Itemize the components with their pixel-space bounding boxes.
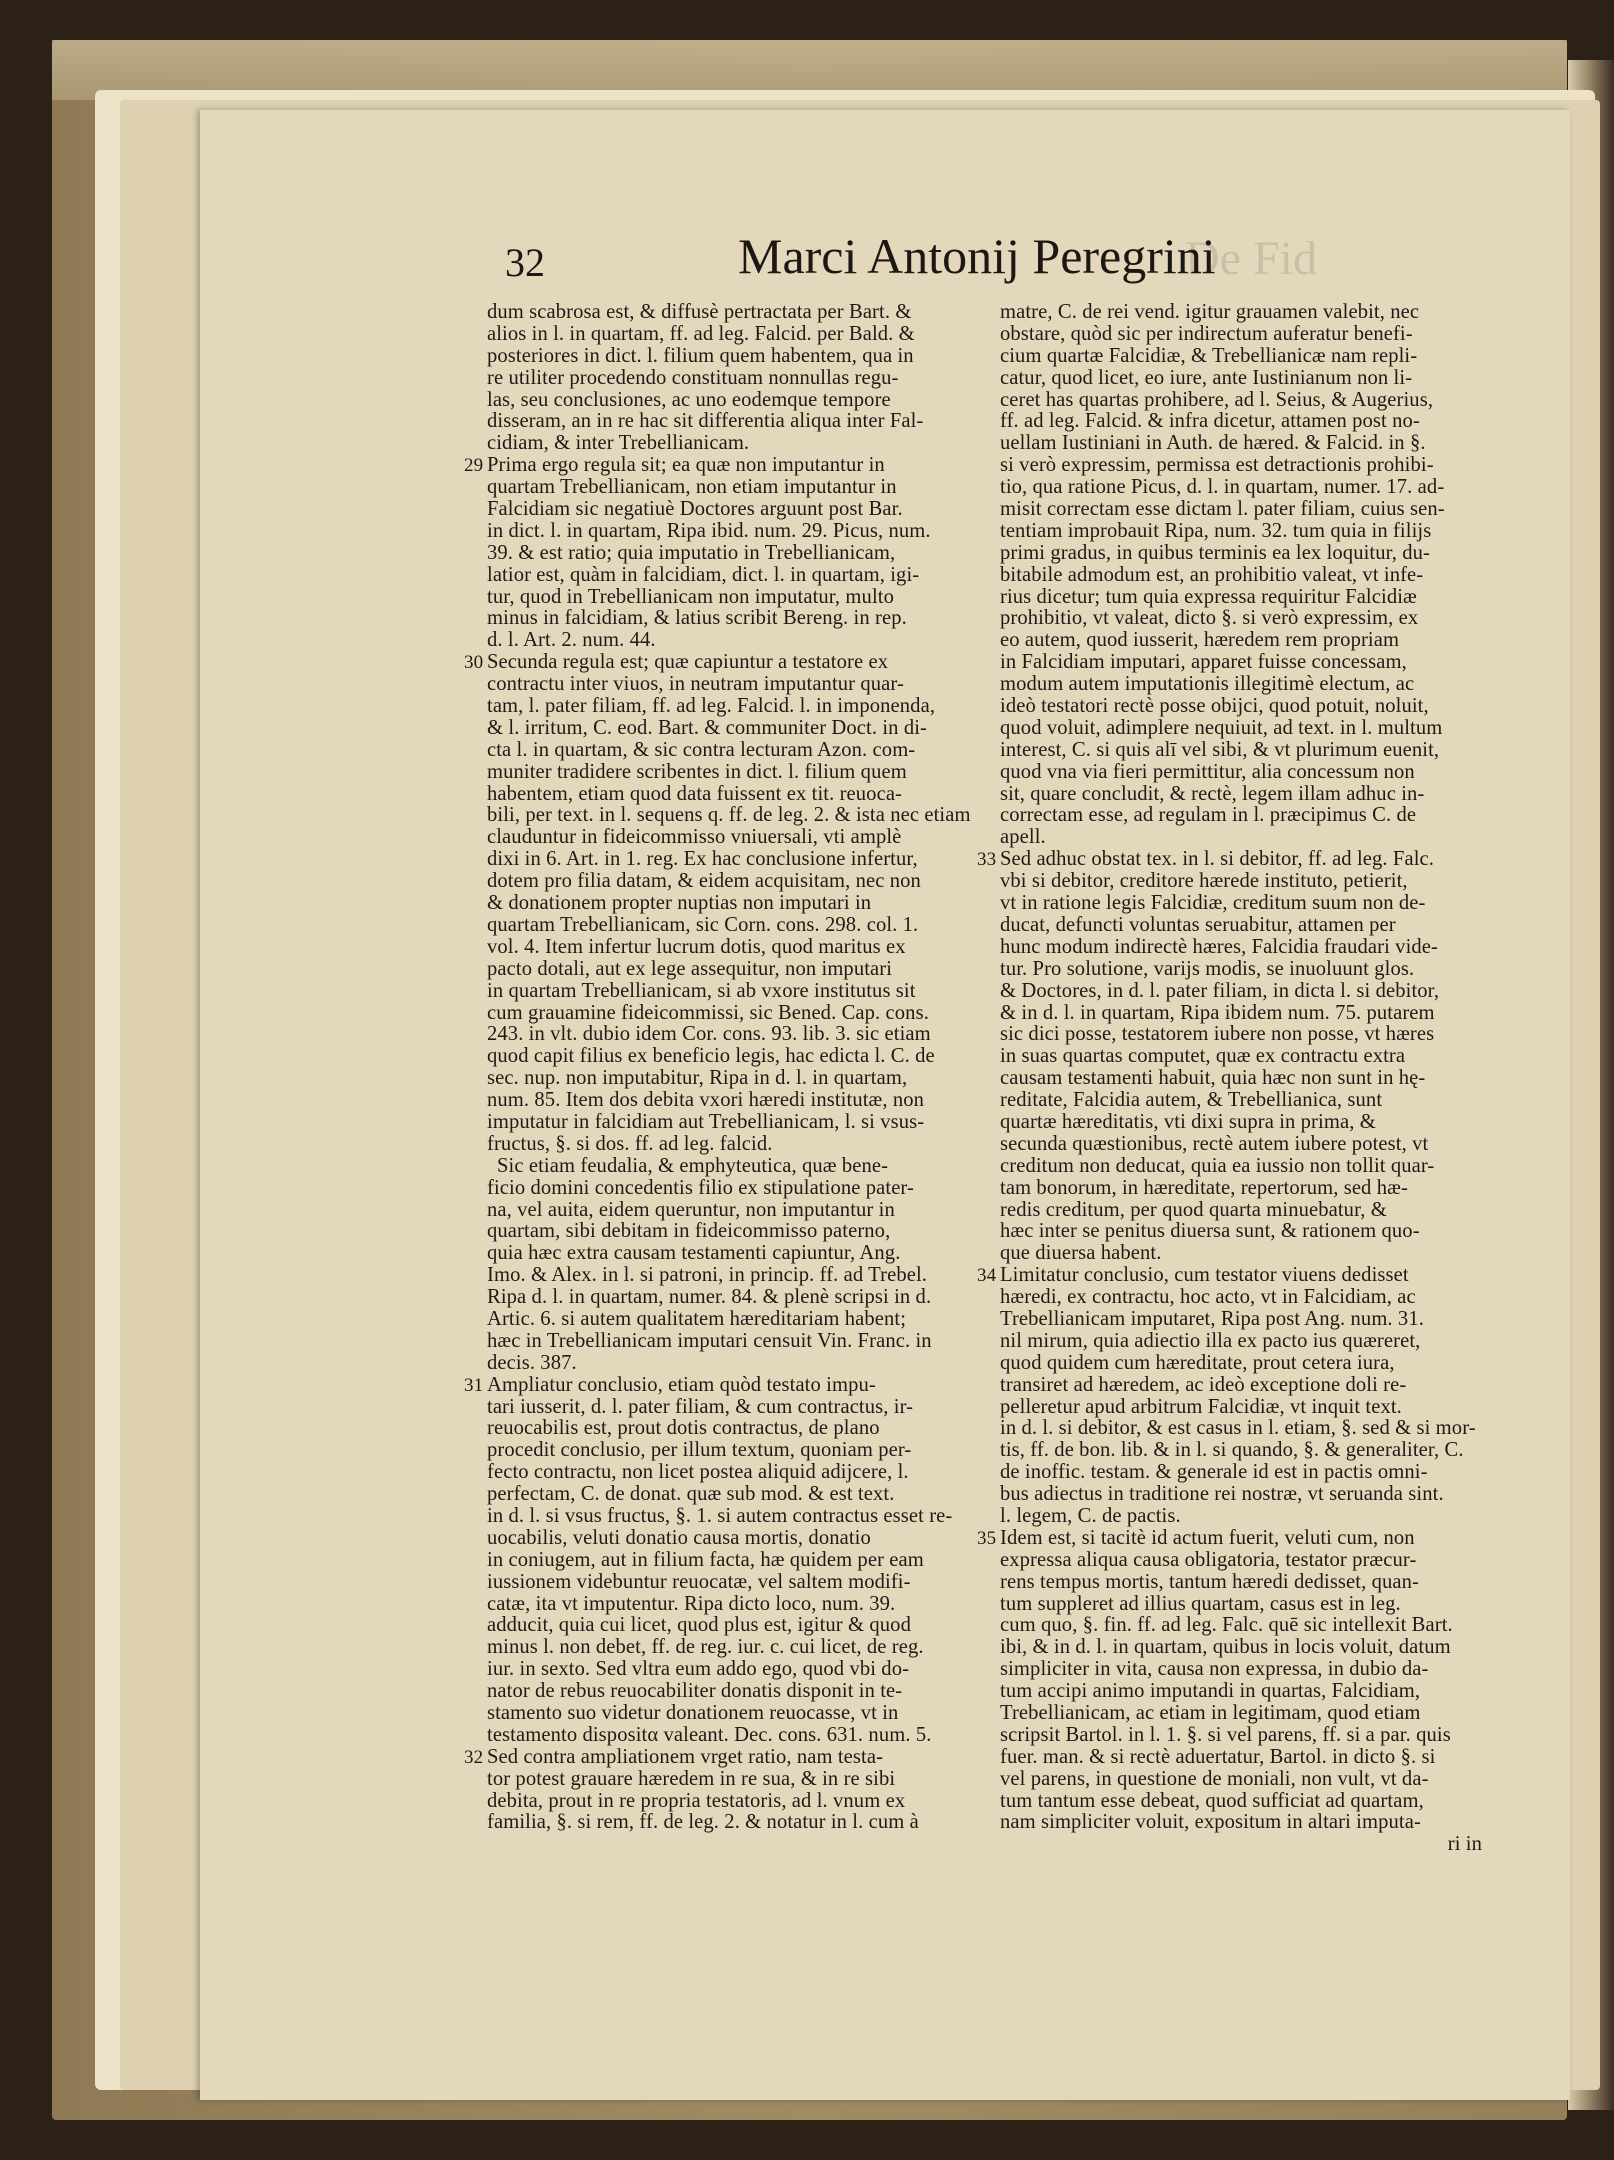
text-line-content: in d. l. si vsus fructus, §. 1. si autem contractus esset re-	[487, 1504, 953, 1527]
text-line-content: hæredi, ex contractu, hoc acto, vt in Falcidiam, ac	[1000, 1286, 1416, 1309]
text-line-content: correctam esse, ad regulam in l. præcipimus C. de	[1000, 804, 1417, 827]
text-line-content: minus in falcidiam, & latius scribit Bereng. in rep.	[487, 607, 907, 630]
text-line-content: quia hæc extra causam testamenti capiuntur, Ang.	[487, 1242, 901, 1265]
text-line-content: cum grauamine fideicommissi, sic Bened. Cap. cons.	[487, 1001, 929, 1024]
text-line-content: & donationem propter nuptias non imputari in	[487, 892, 872, 915]
text-line	[487, 981, 973, 1003]
text-line	[487, 784, 973, 806]
text-line	[487, 740, 973, 762]
text-line-content: alios in l. in quartam, ff. ad leg. Falcid. per Bald. &	[487, 322, 915, 345]
text-line	[487, 871, 973, 893]
text-line-content: nator de rebus reuocabiliter donatis disponit in te-	[487, 1680, 903, 1703]
text-line-content: cum quo, §. fin. ff. ad leg. Falc. quē sic intellexit Bart.	[1000, 1614, 1453, 1637]
text-line	[487, 937, 973, 959]
text-line	[1000, 543, 1486, 565]
text-line	[1000, 1112, 1486, 1134]
text-line-content: hæc in Trebellianicam imputari censuit Vin. Franc. in	[487, 1329, 932, 1352]
text-line	[1000, 608, 1486, 630]
text-line-content: & Doctores, in d. l. pater filiam, in dicta l. si debitor,	[1000, 979, 1440, 1002]
text-line-content: iussionem videbuntur reuocatæ, vel saltem modifi-	[487, 1570, 911, 1593]
text-line-content: iur. in sexto. Sed vltra eum addo ego, quod vbi do-	[487, 1658, 910, 1681]
text-line	[464, 651, 973, 674]
text-line	[1000, 390, 1486, 412]
text-line-content: tor potest grauare hæredem in re sua, & in re sibi	[487, 1767, 896, 1790]
text-line	[487, 1265, 973, 1287]
text-line-content: tum tantum esse debeat, quod sufficiat ad quartam,	[1000, 1789, 1424, 1812]
text-line	[1000, 1418, 1486, 1440]
show-through-text: De Fid	[1185, 232, 1317, 285]
text-line	[487, 1791, 973, 1813]
text-line	[487, 1484, 973, 1506]
text-line	[487, 1090, 973, 1112]
text-line	[1000, 1003, 1486, 1025]
text-line-content: Idem est, si tacitè id actum fuerit, veluti cum, non	[1000, 1526, 1415, 1549]
text-line-content: modum autem imputationis illegitimè electum, ac	[1000, 673, 1415, 696]
text-line	[1000, 411, 1486, 433]
text-line	[1000, 587, 1486, 609]
text-line	[487, 1637, 973, 1659]
text-line	[487, 608, 973, 630]
text-line	[487, 893, 973, 915]
text-line	[1000, 433, 1486, 455]
text-line-content: vbi si debitor, creditore hærede instituto, petierit,	[1000, 870, 1408, 893]
text-line-content: uellam Iustiniani in Auth. de hæred. & Falcid. in §.	[1000, 432, 1426, 455]
text-line	[487, 499, 973, 521]
paragraph-number: 29	[464, 455, 484, 477]
text-line	[1000, 1659, 1486, 1681]
text-line-content: creditum non deducat, quia ea iussio non tollit quar-	[1000, 1154, 1435, 1177]
text-line-content: scripsit Bartol. in l. 1. §. si vel parens, ff. si a par. quis	[1000, 1723, 1451, 1746]
text-line-content: Falcidiam sic negatiuè Doctores arguunt post Bar.	[487, 498, 903, 521]
text-line	[1000, 1024, 1486, 1046]
text-line	[487, 1681, 973, 1703]
text-line-content: apell.	[1000, 826, 1046, 849]
text-line-content: tur, quod in Trebellianicam non imputatur, multo	[487, 585, 894, 608]
text-line-content: las, seu conclusiones, ac uno eodemque tempore	[487, 388, 891, 411]
text-line	[487, 1703, 973, 1725]
text-line	[1000, 1068, 1486, 1090]
text-line	[464, 454, 973, 477]
text-line	[487, 1506, 973, 1528]
text-line-content: Trebellianicam imputaret, Ripa post Ang. num. 31.	[1000, 1307, 1424, 1330]
text-line	[487, 1156, 973, 1178]
text-line	[487, 1659, 973, 1681]
text-line	[487, 849, 973, 871]
text-line	[1000, 937, 1486, 959]
text-line-content: Prima ergo regula sit; ea quæ non imputantur in	[487, 454, 885, 477]
text-line-content: Ripa d. l. in quartam, numer. 84. & plenè scripsi in d.	[487, 1286, 932, 1309]
text-line	[1000, 1769, 1486, 1791]
text-line	[977, 1526, 1486, 1550]
text-line	[1000, 1725, 1486, 1747]
text-line-content: disseram, an in re hac sit differentia aliqua inter Fal-	[487, 410, 924, 433]
text-line	[1000, 1703, 1486, 1725]
text-line	[487, 1725, 973, 1747]
text-line	[487, 346, 973, 368]
text-line	[487, 1528, 973, 1550]
text-line-content: sec. nup. non imputabitur, Ripa in d. l. in quartam,	[487, 1067, 908, 1090]
text-line-content: in dict. l. in quartam, Ripa ibid. num. 29. Picus, num.	[487, 519, 931, 542]
text-line-content: quod quidem cum hæreditate, prout cetera iura,	[1000, 1351, 1395, 1374]
text-line	[1000, 1134, 1486, 1156]
text-line	[1000, 521, 1486, 543]
text-line-content: simpliciter in vita, causa non expressa, in dubio da-	[1000, 1658, 1429, 1681]
text-line	[487, 1353, 973, 1375]
text-line-content: fructus, §. si dos. ff. ad leg. falcid.	[487, 1132, 773, 1155]
page-header	[505, 225, 1317, 295]
text-line-content: num. 85. Item dos debita vxori hæredi institutæ, non	[487, 1089, 925, 1112]
text-line-content: reuocabilis est, prout dotis contractus, de plano	[487, 1417, 880, 1440]
text-line-content: perfectam, C. de donat. quæ sub mod. & est text.	[487, 1483, 895, 1506]
text-line	[487, 1068, 973, 1090]
text-line	[1000, 1615, 1486, 1637]
text-line	[487, 411, 973, 433]
text-line-content: clauduntur in fideicommisso vniuersali, vti amplè	[487, 826, 902, 849]
text-line-content: de inoffic. testam. & generale id est in pactis omni-	[1000, 1461, 1428, 1484]
text-line	[1000, 1375, 1486, 1397]
text-line	[1000, 1046, 1486, 1068]
text-line-content: Ampliatur conclusio, etiam quòd testato impu-	[487, 1373, 876, 1396]
text-line	[1000, 959, 1486, 981]
text-line-content: minus l. non debet, ff. de reg. iur. c. cui licet, de reg.	[487, 1636, 924, 1659]
text-line-content: Artic. 6. si autem qualitatem hæreditariam habent;	[487, 1307, 907, 1330]
text-line-content: dotem pro filia datam, & eidem acquisitam, nec non	[487, 870, 921, 893]
text-line-content: pacto dotali, aut ex lege assequitur, non imputari	[487, 957, 893, 980]
text-line	[1000, 1550, 1486, 1572]
text-line-content: Sic etiam feudalia, & emphyteutica, quæ bene-	[497, 1154, 889, 1177]
text-line-content: familia, §. si rem, ff. de leg. 2. & notatur in l. cum à	[487, 1811, 919, 1834]
text-line	[1000, 1834, 1486, 1856]
text-line-content: tari iusserit, d. l. pater filiam, & cum contractus, ir-	[487, 1395, 914, 1418]
text-line	[487, 368, 973, 390]
text-line	[487, 696, 973, 718]
text-line-content: si verò expressim, permissa est detractionis prohibi-	[1000, 454, 1434, 477]
text-line-content: bus adiectus in traditione rei nostræ, vt seruanda sint.	[1000, 1483, 1444, 1506]
text-line	[487, 915, 973, 937]
text-line	[1000, 696, 1486, 718]
text-line	[487, 1397, 973, 1419]
text-line-content: eo autem, quod iusserit, hæredem rem propriam	[1000, 629, 1400, 652]
text-line-content: dum scabrosa est, & diffusè pertractata per Bart. &	[487, 301, 912, 323]
paragraph-number: 30	[464, 652, 484, 674]
text-line-content: quod capit filius ex beneficio legis, hac edicta l. C. de	[487, 1045, 935, 1068]
text-line	[1000, 674, 1486, 696]
text-line-content: ideò testatori rectè posse obijci, quod potuit, noluit,	[1000, 695, 1429, 718]
text-line	[464, 1373, 973, 1397]
text-line	[487, 1440, 973, 1462]
text-line	[487, 1243, 973, 1265]
text-line	[487, 1024, 973, 1046]
text-line	[1000, 981, 1486, 1003]
text-line	[487, 1134, 973, 1156]
paragraph-number: 33	[977, 849, 997, 871]
text-line	[1000, 477, 1486, 499]
text-line-content: causam testamenti habuit, quia hæc non sunt in hę-	[1000, 1067, 1426, 1090]
text-line	[487, 805, 973, 827]
text-line	[1000, 1594, 1486, 1616]
text-line-content: matre, C. de rei vend. igitur grauamen valebit, nec	[1000, 301, 1420, 323]
text-line	[1000, 652, 1486, 674]
text-line-content: tentiam improbauit Ripa, num. 32. tum quia in filijs	[1000, 519, 1432, 542]
text-line	[1000, 1791, 1486, 1813]
text-line	[1000, 1200, 1486, 1222]
text-line	[1000, 1637, 1486, 1659]
text-line	[487, 630, 973, 652]
text-line-content: habentem, etiam quod data fuissent ex tit. reuoca-	[487, 782, 903, 805]
text-line	[487, 1462, 973, 1484]
page-folio: 32	[505, 240, 545, 285]
text-line	[487, 1550, 973, 1572]
text-line	[487, 762, 973, 784]
text-line	[1000, 1462, 1486, 1484]
text-line-content: 39. & est ratio; quia imputatio in Trebellianicam,	[487, 541, 896, 564]
text-line-content: debita, prout in re propria testatoris, ad l. vnum ex	[487, 1789, 906, 1812]
text-line-content: ceret has quartas prohibere, ad l. Seius, & Augerius,	[1000, 388, 1434, 411]
text-line	[977, 1264, 1486, 1287]
text-line	[1000, 324, 1486, 346]
text-line-content: 243. in vlt. dubio idem Cor. cons. 93. lib. 3. sic etiam	[487, 1023, 931, 1046]
text-line-content: bitabile admodum est, an prohibitio valeat, vt infe-	[1000, 563, 1424, 586]
text-line	[1000, 630, 1486, 652]
text-line	[464, 1745, 973, 1769]
text-line	[1000, 1156, 1486, 1178]
text-line	[487, 433, 973, 455]
text-line-content: tum accipi animo imputandi in quartas, Falcidiam,	[1000, 1680, 1421, 1703]
text-line	[1000, 1331, 1486, 1353]
text-line	[1000, 1353, 1486, 1375]
text-line	[1000, 1572, 1486, 1594]
text-line	[487, 390, 973, 412]
text-line-content: Sed adhuc obstat tex. in l. si debitor, ff. ad leg. Falc.	[1000, 848, 1435, 871]
text-line-content: Secunda regula est; quæ capiuntur a testatore ex	[487, 651, 889, 674]
text-line	[1000, 740, 1486, 762]
text-line-content: Sed contra ampliationem vrget ratio, nam testa-	[487, 1745, 884, 1768]
text-line-content: ri in	[1447, 1833, 1482, 1856]
text-line-content: stamento suo videtur donationem reuocasse, vt in	[487, 1702, 899, 1724]
text-line	[487, 1615, 973, 1637]
left-column	[464, 301, 973, 1834]
text-line	[487, 1769, 973, 1791]
text-line	[487, 1309, 973, 1331]
text-line-content: quartam, sibi debitam in fideicommisso paterno,	[487, 1220, 891, 1243]
text-line-content: tis, ff. de bon. lib. & in l. si quando, §. & generaliter, C.	[1000, 1439, 1464, 1462]
text-line	[487, 1418, 973, 1440]
text-line	[1000, 499, 1486, 521]
text-line	[487, 1287, 973, 1309]
text-line-content: procedit conclusio, per illum textum, quoniam per-	[487, 1439, 912, 1462]
text-line-content: interest, C. si quis alī vel sibi, & vt plurimum euenit,	[1000, 738, 1440, 761]
text-line	[1000, 565, 1486, 587]
text-line-content: tum suppleret ad illius quartam, casus est in leg.	[1000, 1592, 1401, 1615]
text-line	[487, 827, 973, 849]
text-line-content: in quartam Trebellianicam, si ab vxore institutus sit	[487, 979, 916, 1002]
text-line	[487, 1594, 973, 1616]
text-line-content: Limitatur conclusio, cum testator viuens dedisset	[1000, 1264, 1409, 1287]
text-line	[487, 587, 973, 609]
text-line	[487, 324, 973, 346]
text-line-content: dixi in 6. Art. in 1. reg. Ex hac conclusione infertur,	[487, 848, 918, 871]
right-column	[977, 301, 1486, 1856]
text-line	[487, 565, 973, 587]
text-line-content: vel parens, in questione de moniali, non vult, vt da-	[1000, 1767, 1429, 1790]
text-line	[1000, 346, 1486, 368]
text-line-content: prohibitio, vt valeat, dicto §. si verò expressim, ex	[1000, 607, 1419, 630]
text-line-content: quartam Trebellianicam, sic Corn. cons. 298. col. 1.	[487, 913, 919, 936]
text-line-content: adducit, quia cui licet, quod plus est, igitur & quod	[487, 1614, 911, 1637]
text-line-content: Trebellianicam, ac etiam in legitimam, quod etiam	[1000, 1702, 1421, 1724]
text-line	[1000, 871, 1486, 893]
text-line-content: quartam Trebellianicam, non etiam imputantur in	[487, 476, 897, 499]
text-line	[1000, 302, 1486, 324]
text-line-content: na, vel auita, eidem queruntur, non imputantur in	[487, 1198, 895, 1221]
text-line-content: primi gradus, in quibus terminis ea lex loquitur, du-	[1000, 541, 1431, 564]
text-line	[1000, 1484, 1486, 1506]
running-title: Marci Antonij Peregrini	[738, 228, 1216, 284]
text-line-content: quod vna via fieri permittitur, alia concessum non	[1000, 760, 1415, 783]
text-line	[487, 477, 973, 499]
text-line-content: obstare, quòd sic per indirectum auferatur benefi-	[1000, 322, 1413, 345]
text-line-content: in d. l. si debitor, & est casus in l. etiam, §. sed & si mor-	[1000, 1417, 1476, 1440]
text-line-content: sic dici posse, testatorem iubere non posse, vt hæres	[1000, 1023, 1435, 1046]
text-line-content: fecto contractu, non licet postea aliquid adijcere, l.	[487, 1461, 909, 1484]
text-line-content: rens tempus mortis, tantum hæredi dedisset, quan-	[1000, 1570, 1419, 1593]
text-line-content: re utiliter procedendo constituam nonnullas regu-	[487, 366, 899, 389]
text-line	[1000, 1747, 1486, 1769]
text-line	[1000, 1309, 1486, 1331]
text-line-content: cium quartæ Falcidiæ, & Trebellianicæ nam repli-	[1000, 344, 1418, 367]
text-line-content: quartæ hæreditatis, vti dixi supra in prima, &	[1000, 1110, 1376, 1133]
text-line-content: Imo. & Alex. in l. si patroni, in princip. ff. ad Trebel.	[487, 1264, 928, 1287]
paragraph-number: 34	[977, 1265, 997, 1287]
text-line-content: muniter tradidere scribentes in dict. l. filium quem	[487, 760, 907, 783]
text-line-content: cidiam, & inter Trebellianicam.	[487, 432, 750, 455]
text-line-content: expressa aliqua causa obligatoria, testator præcur-	[1000, 1548, 1417, 1571]
text-line	[487, 1200, 973, 1222]
text-line-content: in coniugem, aut in filium facta, hæ quidem per eam	[487, 1548, 924, 1571]
text-line-content: secunda quæstionibus, rectè autem iubere potest, vt	[1000, 1132, 1429, 1155]
text-line	[1000, 1221, 1486, 1243]
text-line-content: ibi, & in d. l. in quartam, quibus in locis voluit, datum	[1000, 1636, 1451, 1659]
text-line-content: in Falcidiam imputari, apparet fuisse concessam,	[1000, 651, 1407, 674]
text-line-content: transiret ad hæredem, ac ideò exceptione doli re-	[1000, 1373, 1407, 1396]
text-line-content: & l. irritum, C. eod. Bart. & communiter Doct. in di-	[487, 716, 927, 739]
text-line-content: hunc modum indirectè hæres, Falcidia fraudari vide-	[1000, 935, 1439, 958]
text-line-content: nil mirum, quia adiectio illa ex pacto ius quæreret,	[1000, 1329, 1421, 1352]
text-line-content: cta l. in quartam, & sic contra lecturam Azon. com-	[487, 738, 916, 761]
text-line	[1000, 805, 1486, 827]
text-line-content: ficio domini concedentis filio ex stipulatione pater-	[487, 1176, 914, 1199]
text-line-content: d. l. Art. 2. num. 44.	[487, 629, 656, 652]
text-line-content: ff. ad leg. Falcid. & infra dicetur, attamen post no-	[1000, 410, 1420, 433]
text-line-content: decis. 387.	[487, 1351, 577, 1374]
text-line	[1000, 1440, 1486, 1462]
text-line-content: latior est, quàm in falcidiam, dict. l. in quartam, igi-	[487, 563, 920, 586]
text-line-content: sit, quare concludit, & rectè, legem illam adhuc in-	[1000, 782, 1425, 805]
text-line-content: catæ, ita vt imputentur. Ripa dicto loco, num. 39.	[487, 1592, 896, 1615]
paragraph-number: 31	[464, 1374, 484, 1396]
text-line-content: redis creditum, per quod quarta minuebatur, &	[1000, 1198, 1387, 1221]
text-line-content: catur, quod licet, eo iure, ante Iustinianum non li-	[1000, 366, 1413, 389]
text-line-content: reditate, Falcidia autem, & Trebellianica, sunt	[1000, 1089, 1383, 1112]
text-line	[487, 521, 973, 543]
text-line-content: vol. 4. Item infertur lucrum dotis, quod maritus ex	[487, 935, 906, 958]
text-line-content: tur. Pro solutione, varijs modis, se inuoluunt glos.	[1000, 957, 1415, 980]
text-line-content: tio, qua ratione Picus, d. l. in quartam, numer. 17. ad-	[1000, 476, 1445, 499]
text-line	[1000, 1506, 1486, 1528]
text-line	[1000, 368, 1486, 390]
text-line	[487, 674, 973, 696]
text-line	[487, 543, 973, 565]
text-line-content: ducat, defuncti voluntas seruabitur, attamen per	[1000, 913, 1396, 936]
text-line-content: rius dicetur; tum quia expressa requiritur Falcidiæ	[1000, 585, 1417, 608]
text-line-content: uocabilis, veluti donatio causa mortis, donatio	[487, 1526, 871, 1549]
text-line	[487, 1572, 973, 1594]
text-line	[1000, 718, 1486, 740]
text-line	[1000, 893, 1486, 915]
text-line-content: tam bonorum, in hæreditate, repertorum, sed hæ-	[1000, 1176, 1408, 1199]
text-line	[977, 848, 1486, 871]
text-line-content: l. legem, C. de pactis.	[1000, 1504, 1181, 1527]
text-line-content: tam, l. pater filiam, ff. ad leg. Falcid. l. in imponenda,	[487, 695, 936, 718]
text-line	[1000, 1243, 1486, 1265]
text-line	[487, 1331, 973, 1353]
text-line-content: bili, per text. in l. sequens q. ff. de leg. 2. & ista nec etiam	[487, 804, 971, 827]
text-line-content: contractu inter viuos, in neutram imputantur quar-	[487, 673, 904, 696]
text-line	[1000, 1812, 1486, 1834]
text-line-content: testamento dispositα valeant. Dec. cons. 631. num. 5.	[487, 1723, 932, 1746]
text-line	[487, 1046, 973, 1068]
text-line	[487, 1112, 973, 1134]
text-line	[1000, 455, 1486, 477]
text-line	[1000, 762, 1486, 784]
text-line-content: posteriores in dict. l. filium quem habentem, qua in	[487, 344, 914, 367]
text-line-content: quod voluit, adimplere nequiuit, ad text. in l. multum	[1000, 716, 1443, 739]
text-line-content: imputatur in falcidiam aut Trebellianicam, l. si vsus-	[487, 1110, 925, 1133]
text-line-content: vt in ratione legis Falcidiæ, creditum suum non de-	[1000, 892, 1426, 915]
text-line-content: in suas quartas computet, quæ ex contractu extra	[1000, 1045, 1406, 1068]
text-line-content: que diuersa habent.	[1000, 1242, 1162, 1265]
text-line	[487, 1003, 973, 1025]
text-line	[487, 1178, 973, 1200]
text-line-content: pelleretur apud arbitrum Falcidiæ, vt inquit text.	[1000, 1395, 1402, 1418]
text-line	[1000, 827, 1486, 849]
text-line-content: & in d. l. in quartam, Ripa ibidem num. 75. putarem	[1000, 1001, 1435, 1024]
text-line	[1000, 1681, 1486, 1703]
text-line	[1000, 915, 1486, 937]
text-line	[1000, 1178, 1486, 1200]
text-line-content: fuer. man. & si rectè aduertatur, Bartol. in dicto §. si	[1000, 1745, 1436, 1768]
paragraph-number: 35	[977, 1527, 997, 1549]
text-line	[1000, 1090, 1486, 1112]
text-line	[1000, 784, 1486, 806]
text-line	[1000, 1287, 1486, 1309]
text-line	[1000, 1397, 1486, 1419]
text-line	[487, 1221, 973, 1243]
text-line	[487, 302, 973, 324]
text-line-content: nam simpliciter voluit, expositum in altari imputa-	[1000, 1811, 1421, 1834]
text-line-content: hæc inter se penitus diuersa sunt, & rationem quo-	[1000, 1220, 1420, 1243]
text-line-content: misit correctam esse dictam l. pater filiam, cuius sen-	[1000, 498, 1445, 521]
text-line	[487, 959, 973, 981]
paragraph-number: 32	[464, 1746, 484, 1768]
text-line	[487, 1812, 973, 1834]
text-line	[487, 718, 973, 740]
